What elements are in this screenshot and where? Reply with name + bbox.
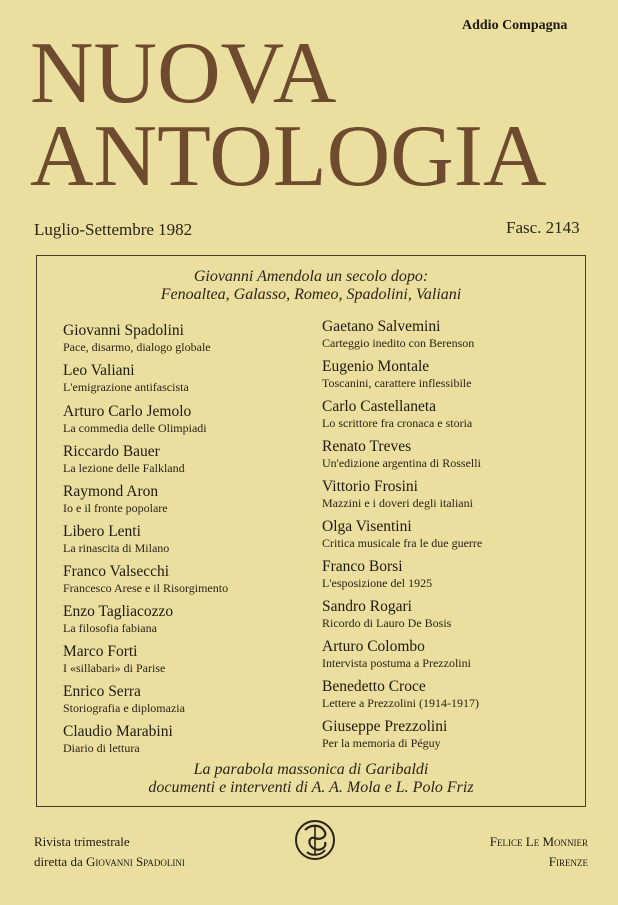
entry-title: Toscanini, carattere inflessibile	[322, 376, 472, 390]
entry-author: Giuseppe Prezzolini	[322, 718, 448, 735]
entry-title: Francesco Arese e il Risorgimento	[63, 581, 229, 595]
entry-title: Lo scrittore fra cronaca e storia	[322, 416, 473, 430]
entry-right-3	[322, 398, 472, 430]
publisher-city: Firenze	[548, 854, 588, 869]
entry-right-11	[322, 718, 447, 750]
entry-right-10	[322, 678, 479, 710]
closing-line-1: La parabola massonica di Garibaldi	[193, 761, 429, 778]
entry-title: Mazzini e i doveri degli italiani	[322, 496, 473, 510]
entry-title: Intervista postuma a Prezzolini	[322, 656, 471, 670]
entry-author: Eugenio Montale	[322, 358, 430, 375]
entry-author: Sandro Rogari	[322, 598, 412, 615]
entry-left-6	[63, 523, 169, 555]
feature-line-2: Fenoaltea, Galasso, Romeo, Spadolini, Valiani	[160, 286, 462, 303]
closing-line-2: documenti e interventi di A. A. Mola e L. Polo Friz	[148, 779, 474, 796]
entry-title: La commedia delle Olimpiadi	[63, 421, 207, 435]
footer-editor-name: Giovanni Spadolini	[85, 854, 185, 869]
publisher-name: Felice Le Monnier	[489, 834, 588, 849]
entry-right-2	[322, 358, 471, 390]
entry-author: Franco Valsecchi	[63, 563, 170, 580]
closing-heading	[37, 761, 585, 797]
entry-author: Renato Treves	[322, 438, 412, 455]
entry-right-4	[322, 438, 481, 470]
issue-date: Luglio-Settembre 1982	[34, 220, 193, 239]
footer-periodicity: Rivista trimestrale	[34, 834, 130, 849]
entry-title: La rinascita di Milano	[63, 541, 170, 555]
entry-author: Carlo Castellaneta	[322, 398, 437, 415]
entry-title: Critica musicale fra le due guerre	[322, 536, 483, 550]
publisher-monogram-icon	[293, 818, 337, 862]
entry-title: Carteggio inedito con Berenson	[322, 336, 475, 350]
top-tag: Addio Compagna	[462, 18, 568, 33]
entry-title: Ricordo di Lauro De Bosis	[322, 616, 452, 630]
footer-editor	[34, 852, 185, 872]
entry-title: Io e il fronte popolare	[63, 501, 168, 515]
entry-left-8	[63, 603, 173, 635]
entry-left-9	[63, 643, 165, 675]
entry-left-4	[63, 443, 185, 475]
entry-author: Gaetano Salvemini	[322, 318, 441, 335]
footer-left	[34, 832, 185, 872]
feature-line-1: Giovanni Amendola un secolo dopo:	[193, 268, 429, 285]
title-line-2: ANTOLOGIA	[30, 108, 547, 205]
entry-author: Libero Lenti	[63, 523, 141, 540]
entry-right-5	[322, 478, 473, 510]
entry-author: Arturo Colombo	[322, 638, 425, 655]
entry-author: Raymond Aron	[63, 483, 159, 500]
entry-author: Vittorio Frosini	[322, 478, 418, 495]
contents-box	[36, 255, 586, 807]
entry-title: Diario di lettura	[63, 741, 140, 755]
entry-left-7	[63, 563, 228, 595]
entry-title: L'emigrazione antifascista	[63, 380, 189, 394]
entry-right-7	[322, 558, 432, 590]
entry-author: Benedetto Croce	[322, 678, 426, 695]
entry-title: Storiografia e diplomazia	[63, 701, 185, 715]
entry-left-1	[63, 322, 211, 354]
entry-title: Pace, disarmo, dialogo globale	[63, 340, 211, 354]
entry-author: Enrico Serra	[63, 683, 141, 700]
fascicle-number: Fasc. 2143	[506, 218, 580, 237]
entry-title: La filosofia fabiana	[63, 621, 157, 635]
entry-title: L'esposizione del 1925	[322, 576, 433, 590]
entry-right-1	[322, 318, 474, 350]
entry-title: Un'edizione argentina di Rosselli	[322, 456, 481, 470]
footer-editor-prefix: diretta da	[34, 854, 83, 869]
entry-left-11	[63, 723, 173, 755]
entry-author: Riccardo Bauer	[63, 443, 160, 460]
entry-author: Enzo Tagliacozzo	[63, 603, 174, 620]
entry-title: Per la memoria di Péguy	[322, 736, 441, 750]
entry-author: Arturo Carlo Jemolo	[63, 403, 192, 420]
entry-left-2	[63, 362, 189, 394]
footer-right	[470, 832, 588, 872]
title-line-1: NUOVA	[30, 25, 337, 122]
entry-title: Lettere a Prezzolini (1914-1917)	[322, 696, 479, 710]
entry-title: I «sillabari» di Parise	[63, 661, 166, 675]
entry-left-10	[63, 683, 185, 715]
entry-author: Leo Valiani	[63, 362, 135, 379]
entry-right-6	[322, 518, 482, 550]
entry-right-9	[322, 638, 471, 670]
entry-author: Franco Borsi	[322, 558, 403, 575]
entry-left-3	[63, 403, 207, 435]
entry-author: Olga Visentini	[322, 518, 412, 535]
entry-author: Marco Forti	[63, 643, 138, 660]
feature-heading	[37, 268, 585, 304]
entry-author: Claudio Marabini	[63, 723, 173, 740]
entry-author: Giovanni Spadolini	[63, 322, 184, 339]
entry-right-8	[322, 598, 451, 630]
entry-title: La lezione delle Falkland	[63, 461, 185, 475]
entry-left-5	[63, 483, 168, 515]
